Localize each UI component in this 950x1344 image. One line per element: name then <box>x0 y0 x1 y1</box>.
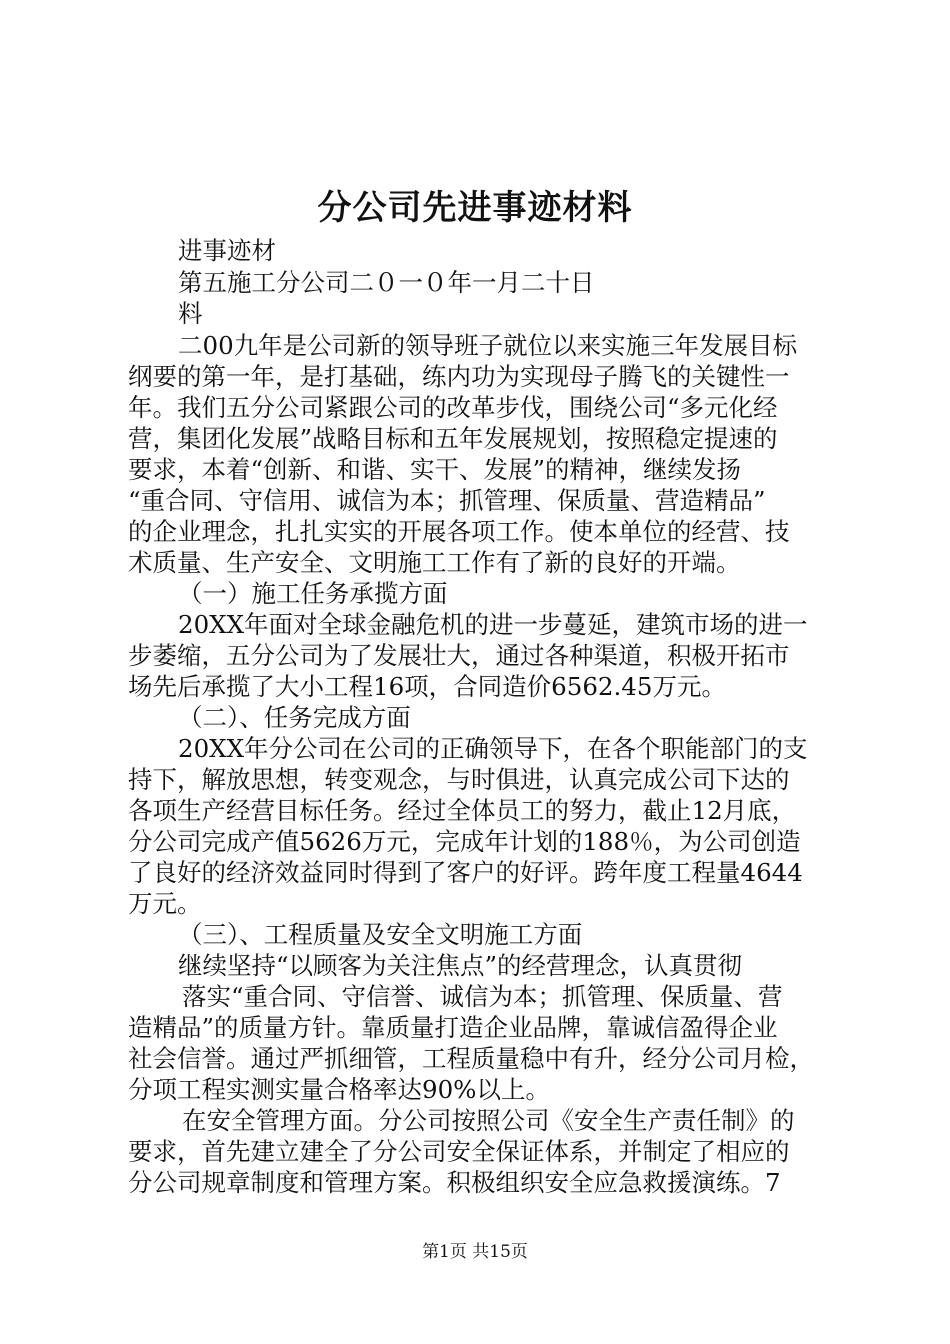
text-line: 场先后承揽了大小工程16项，合同造价6562.45万元。 <box>128 672 726 701</box>
text-line: 年。我们五分公司紧跟公司的改革步伐，围绕公司“多元化经 <box>128 393 778 422</box>
text-line: 社会信誉。通过严抓细管，工程质量稳中有升，经分公司月检， <box>128 1044 814 1073</box>
text-line: 分公司规章制度和管理方案。积极组织安全应急救援演练。7 <box>128 1168 781 1197</box>
text-line: 的企业理念，扎扎实实的开展各项工作。使本单位的经营、技 <box>128 517 790 546</box>
text-line: 料 <box>178 299 203 328</box>
text-line: 分项工程实测实量合格率达90%以上。 <box>128 1075 550 1104</box>
text-line: 纲要的第一年，是打基础，练内功为实现母子腾飞的关键性一 <box>128 362 790 391</box>
text-line: 二00九年是公司新的领导班子就位以来实施三年发展目标 <box>178 331 798 360</box>
section-heading: （三）、工程质量及安全文明施工方面 <box>178 920 583 949</box>
text-line: 术质量、生产安全、文明施工工作有了新的良好的开端。 <box>128 548 741 577</box>
text-line: 了良好的经济效益同时得到了客户的好评。跨年度工程量4644 <box>128 858 803 887</box>
text-line: 进事迹材 <box>178 236 276 265</box>
text-line: 步萎缩，五分公司为了发展壮大，通过各种渠道，积极开拓市 <box>128 641 790 670</box>
document-title: 分公司先进事迹材料 <box>317 188 633 228</box>
text-line: 要求，本着“创新、和谐、实干、发展”的精神，继续发扬 <box>128 455 742 484</box>
text-line: 要求，首先建立建全了分公司安全保证体系，并制定了相应的 <box>128 1137 790 1166</box>
text-line: 各项生产经营目标任务。经过全体员工的努力，截止12月底， <box>128 796 797 825</box>
section-heading: （一）施工任务承揽方面 <box>178 579 448 608</box>
text-line: 在安全管理方面。分公司按照公司《安全生产责任制》的 <box>182 1106 795 1135</box>
text-line: 第五施工分公司二０一０年一月二十日 <box>178 268 595 297</box>
text-line: 继续坚持“以顾客为关注焦点”的经营理念，认真贯彻 <box>178 951 743 980</box>
text-line: 营，集团化发展”战略目标和五年发展规划，按照稳定提速的 <box>128 424 778 453</box>
text-line: 造精品”的质量方针。靠质量打造企业品牌，靠诚信盈得企业 <box>128 1013 778 1042</box>
text-line: 20XX年面对全球金融危机的进一步蔓延，建筑市场的进一 <box>178 610 808 639</box>
section-heading: （二）、任务完成方面 <box>178 703 411 732</box>
text-line: 分公司完成产值5626万元，完成年计划的188％，为公司创造 <box>128 827 801 856</box>
text-line: 20XX年分公司在公司的正确领导下，在各个职能部门的支 <box>178 734 808 763</box>
text-line: 持下，解放思想，转变观念，与时俱进，认真完成公司下达的 <box>128 765 790 794</box>
text-line: 落实“重合同、守信誉、诚信为本；抓管理、保质量、营 <box>182 982 783 1011</box>
text-line: “重合同、守信用、诚信为本；抓管理、保质量、营造精品” <box>128 486 766 515</box>
page-indicator: 第1页 共15页 <box>422 1242 528 1262</box>
text-line: 万元。 <box>128 889 202 918</box>
